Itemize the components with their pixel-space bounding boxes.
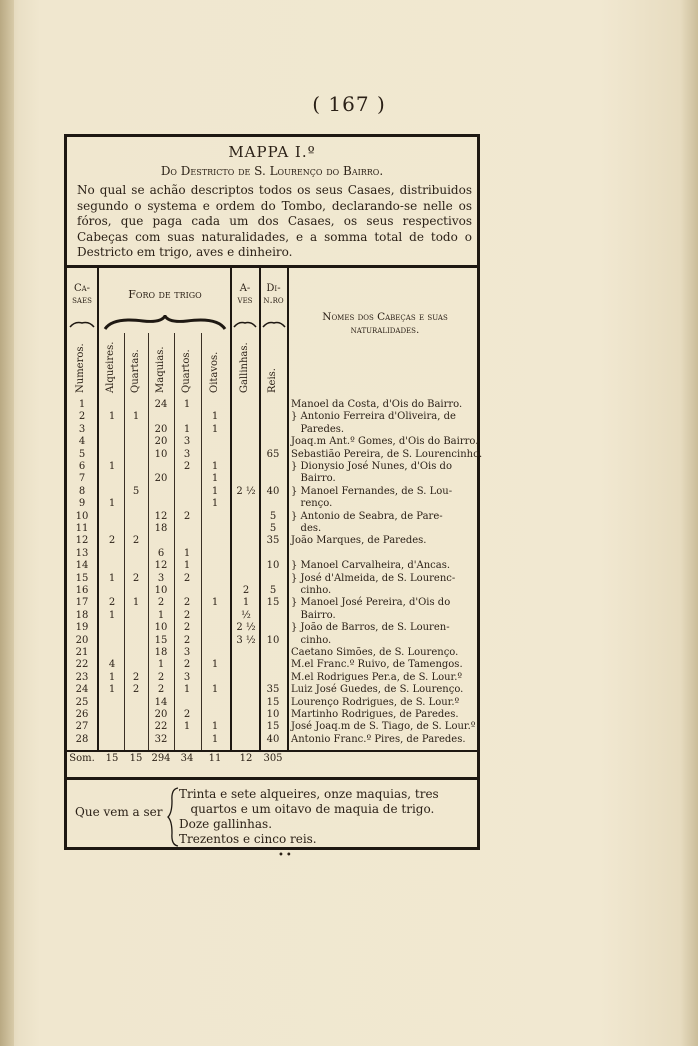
table-cell-qua: 2 [132, 684, 140, 696]
table-cell-qua: 5 [132, 485, 140, 497]
table-cell-rei: 15 [266, 721, 280, 733]
table-cell-n: 6 [78, 461, 86, 472]
table-row [67, 436, 477, 449]
header-nomes: Nomes dos Cabeças e suas naturalidades. [322, 311, 448, 336]
table-cell-maq: 20 [154, 423, 168, 435]
table-cell-oit: 1 [211, 498, 219, 510]
table-cell-oit: 1 [211, 659, 219, 671]
header-maquias: Maquias. [155, 346, 166, 393]
table-cell-qto: 3 [183, 647, 191, 658]
sum-quartos: 34 [180, 753, 194, 764]
table-cell-qto: 3 [183, 671, 191, 683]
table-row [67, 473, 477, 486]
table-row [67, 498, 477, 511]
table-cell-maq: 32 [154, 733, 168, 745]
header-reis: Reis. [267, 368, 278, 393]
table-cell-qto: 1 [183, 547, 191, 559]
table-cell-nome: Joaq.m Ant.º Gomes, d'Ois do Bairro. [291, 436, 479, 448]
table-cell-rei: 5 [269, 523, 277, 534]
table-cell-nome: M.el Rodrigues Per.a, de S. Lour.º [291, 671, 463, 683]
table-cell-n: 1 [78, 399, 86, 410]
table-cell-oit: 1 [211, 411, 219, 423]
table-row [67, 511, 477, 524]
sum-label: Som. [69, 753, 95, 764]
table-row [67, 647, 477, 660]
table-cell-nome: M.el Franc.º Ruivo, de Tamengos. [291, 659, 463, 671]
table-cell-oit: 1 [211, 597, 219, 609]
foro-brace-icon [103, 315, 227, 331]
table-cell-gal: 2 ½ [236, 485, 256, 497]
table-cell-alq: 1 [108, 684, 116, 696]
table-cell-qto: 2 [183, 461, 191, 472]
table-cell-n: 4 [78, 436, 86, 448]
page-spine-shadow [0, 0, 14, 1046]
table-cell-qto: 2 [183, 659, 191, 671]
table-cell-nome: } Dionysio José Nunes, d'Ois do [291, 461, 452, 472]
footer-brace-icon [167, 787, 179, 847]
table-cell-qto: 1 [183, 560, 191, 572]
table-cell-rei: 15 [266, 597, 280, 609]
table-cell-nome: Sebastião Pereira, de S. Lourencinho. [291, 448, 483, 460]
table-cell-nome: João Marques, de Paredes. [291, 535, 427, 547]
table-row [67, 697, 477, 710]
table-cell-nome: cinho. [291, 634, 332, 646]
table-cell-n: 3 [78, 423, 86, 435]
table-cell-nome: renço. [291, 498, 333, 510]
table-cell-qto: 2 [183, 597, 191, 609]
table-cell-n: 22 [75, 659, 89, 671]
table-cell-alq: 1 [108, 461, 116, 472]
table-cell-maq: 6 [157, 547, 165, 559]
table-cell-gal: 3 ½ [236, 634, 256, 646]
table-cell-rei: 10 [266, 560, 280, 572]
table-cell-qto: 3 [183, 448, 191, 460]
sum-alqueires: 15 [105, 753, 119, 764]
table-cell-oit: 1 [211, 733, 219, 745]
table-row [67, 560, 477, 573]
table-cell-nome: } João de Barros, de S. Louren- [291, 622, 450, 634]
table-row [67, 672, 477, 685]
table-cell-nome: Caetano Simões, de S. Lourenço. [291, 647, 459, 658]
table-cell-maq: 20 [154, 436, 168, 448]
table-cell-n: 2 [78, 411, 86, 423]
header-foro-de-trigo: Foro de trigo [128, 288, 202, 301]
table-cell-qto: 2 [183, 572, 191, 584]
table-cell-maq: 10 [154, 585, 168, 596]
table-cell-maq: 1 [157, 659, 165, 671]
sum-divider [67, 750, 477, 752]
table-cell-nome: Bairro. [291, 473, 336, 485]
table-cell-maq: 20 [154, 709, 168, 720]
table-cell-nome: Manoel da Costa, d'Ois do Bairro. [291, 399, 463, 410]
mappa-subtitle: Do Destricto de S. Lourenço do Bairro. [160, 164, 384, 178]
table-cell-rei: 35 [266, 684, 280, 696]
table-cell-nome: Martinho Rodrigues, de Paredes. [291, 709, 459, 720]
table-cell-qto: 1 [183, 721, 191, 733]
mappa-table-frame [64, 134, 483, 850]
table-cell-maq: 18 [154, 647, 168, 658]
table-cell-alq: 2 [108, 535, 116, 547]
table-cell-qto: 2 [183, 634, 191, 646]
footer-divider [67, 777, 477, 780]
sum-oitavos: 11 [208, 753, 222, 764]
casaes-brace-icon [69, 319, 95, 329]
footer-line: quartos e um oitavo de maquia de trigo. [179, 802, 435, 816]
mappa-title: MAPPA I.º [228, 143, 316, 161]
header-oitavos: Oitavos. [209, 351, 220, 393]
sum-gallinhas: 12 [239, 753, 253, 764]
table-cell-rei: 10 [266, 709, 280, 720]
footer-line: Trinta e sete alqueires, onze maquias, tres [179, 787, 439, 801]
table-cell-qua: 2 [132, 535, 140, 547]
table-cell-alq: 1 [108, 671, 116, 683]
table-cell-alq: 1 [108, 609, 116, 621]
table-cell-n: 24 [75, 684, 89, 696]
table-row [67, 461, 477, 474]
table-row [67, 659, 477, 672]
table-cell-maq: 15 [154, 634, 168, 646]
table-cell-n: 16 [75, 585, 89, 596]
footer-line: Doze gallinhas. [179, 817, 273, 831]
sum-quartas: 15 [129, 753, 143, 764]
table-cell-nome: } Manoel José Pereira, d'Ois do [291, 597, 451, 609]
table-cell-n: 26 [75, 709, 89, 720]
table-cell-rei: 5 [269, 510, 277, 522]
table-cell-gal: 2 ½ [236, 622, 256, 634]
dinheiro-brace-icon [262, 319, 286, 329]
table-cell-oit: 1 [211, 485, 219, 497]
table-row [67, 486, 477, 499]
table-cell-qua: 1 [132, 597, 140, 609]
table-cell-maq: 1 [157, 609, 165, 621]
table-cell-n: 20 [75, 634, 89, 646]
table-cell-n: 17 [75, 597, 89, 609]
table-heading [67, 137, 477, 265]
table-cell-alq: 2 [108, 597, 116, 609]
header-alqueires: Alqueires. [105, 341, 116, 393]
table-cell-n: 5 [78, 448, 86, 460]
table-cell-n: 21 [75, 647, 89, 658]
table-cell-maq: 22 [154, 721, 168, 733]
header-aves: A- ves [237, 283, 253, 306]
header-gallinhas: Gallinhas. [239, 342, 250, 393]
table-cell-maq: 10 [154, 448, 168, 460]
table-row [67, 573, 477, 586]
table-cell-n: 10 [75, 510, 89, 522]
bottom-mark: •• [278, 850, 294, 861]
header-casaes: Ca- saes [72, 283, 92, 306]
table-cell-n: 8 [78, 485, 86, 497]
table-cell-nome: Antonio Franc.º Pires, de Paredes. [291, 733, 466, 745]
mappa-description: No qual se achão descriptos todos os seus Casaes, distribuidos segundo o systema e ordem do Tombo, declarando-se nelle os fóros, que paga cada um dos Casaes, os seus respectivos Cabeças com suas naturalidades, e a somma total de todo o Destricto em trigo, aves e dinheiro. [77, 183, 472, 259]
header-dinheiro: Di- n.ro [263, 283, 284, 306]
table-cell-qto: 1 [183, 423, 191, 435]
table-cell-qto: 3 [183, 436, 191, 448]
table-cell-n: 7 [78, 473, 86, 485]
table-row [67, 424, 477, 437]
table-cell-nome: des. [291, 523, 322, 534]
table-cell-alq: 4 [108, 659, 116, 671]
table-cell-n: 25 [75, 696, 89, 708]
heading-divider [67, 265, 477, 268]
table-cell-maq: 2 [157, 684, 165, 696]
footer-label: Que vem a ser [75, 805, 163, 819]
table-cell-qto: 2 [183, 510, 191, 522]
table-cell-nome: } José d'Almeida, de S. Lourenc- [291, 572, 456, 584]
table-cell-nome: Lourenço Rodrigues, de S. Lour.º [291, 696, 460, 708]
table-cell-qua: 2 [132, 671, 140, 683]
table-cell-n: 28 [75, 733, 89, 745]
table-cell-nome: } Manoel Carvalheira, d'Ancas. [291, 560, 451, 572]
table-cell-qua: 1 [132, 411, 140, 423]
table-cell-n: 13 [75, 547, 89, 559]
table-cell-alq: 1 [108, 572, 116, 584]
table-cell-maq: 3 [157, 572, 165, 584]
table-cell-qto: 2 [183, 622, 191, 634]
sum-maquias: 294 [151, 753, 171, 764]
aves-brace-icon [233, 319, 257, 329]
table-cell-maq: 18 [154, 523, 168, 534]
table-row [67, 709, 477, 722]
table-cell-nome: } Antonio Ferreira d'Oliveira, de [291, 411, 456, 423]
table-cell-qto: 1 [183, 399, 191, 410]
table-cell-nome: Paredes. [291, 423, 345, 435]
table-cell-gal: 2 [242, 585, 250, 596]
table-row [67, 597, 477, 610]
footer-lines [179, 787, 475, 847]
table-row [67, 399, 477, 412]
table-cell-rei: 40 [266, 733, 280, 745]
table-cell-oit: 1 [211, 473, 219, 485]
header-numeros: Numeros. [75, 343, 86, 393]
table-cell-nome: Luiz José Guedes, de S. Lourenço. [291, 684, 464, 696]
table-cell-nome: } Antonio de Seabra, de Pare- [291, 510, 443, 522]
table-cell-oit: 1 [211, 721, 219, 733]
table-cell-n: 23 [75, 671, 89, 683]
table-cell-n: 18 [75, 609, 89, 621]
table-cell-oit: 1 [211, 423, 219, 435]
table-cell-qto: 2 [183, 609, 191, 621]
page-number: ( 167 ) [312, 92, 386, 116]
table-cell-gal: ½ [241, 609, 251, 621]
table-row [67, 684, 477, 697]
table-cell-maq: 2 [157, 671, 165, 683]
footer-line: Trezentos e cinco reis. [179, 832, 317, 846]
table-row [67, 622, 477, 635]
table-cell-maq: 24 [154, 399, 168, 410]
table-cell-rei: 35 [266, 535, 280, 547]
table-cell-n: 15 [75, 572, 89, 584]
table-row [67, 734, 477, 747]
table-cell-oit: 1 [211, 684, 219, 696]
table-cell-n: 11 [75, 523, 89, 534]
table-row [67, 635, 477, 648]
footer-summary [67, 783, 477, 847]
table-cell-alq: 1 [108, 411, 116, 423]
header-quartos: Quartos. [181, 349, 192, 393]
table-row [67, 721, 477, 734]
table-cell-maq: 12 [154, 510, 168, 522]
table-cell-alq: 1 [108, 498, 116, 510]
table-cell-nome: Bairro. [291, 609, 336, 621]
table-cell-qto: 2 [183, 709, 191, 720]
table-row [67, 411, 477, 424]
table-cell-qto: 1 [183, 684, 191, 696]
table-cell-rei: 5 [269, 585, 277, 596]
table-cell-nome: cinho. [291, 585, 332, 596]
table-cell-maq: 14 [154, 696, 168, 708]
header-quartas: Quartas. [130, 349, 141, 393]
table-cell-n: 27 [75, 721, 89, 733]
table-cell-maq: 2 [157, 597, 165, 609]
table-cell-maq: 10 [154, 622, 168, 634]
table-cell-rei: 40 [266, 485, 280, 497]
table-cell-nome: } Manoel Fernandes, de S. Lou- [291, 485, 453, 497]
table-cell-rei: 65 [266, 448, 280, 460]
table-cell-qua: 2 [132, 572, 140, 584]
table-row [67, 523, 477, 536]
table-cell-n: 12 [75, 535, 89, 547]
table-cell-oit: 1 [211, 461, 219, 472]
table-row [67, 585, 477, 598]
table-cell-gal: 1 [242, 597, 250, 609]
table-cell-maq: 20 [154, 473, 168, 485]
sum-reis: 305 [263, 753, 283, 764]
table-cell-n: 9 [78, 498, 86, 510]
table-cell-rei: 15 [266, 696, 280, 708]
table-cell-n: 19 [75, 622, 89, 634]
table-row [67, 610, 477, 623]
table-cell-maq: 12 [154, 560, 168, 572]
table-row [67, 448, 483, 462]
table-row [67, 535, 477, 548]
table-cell-rei: 10 [266, 634, 280, 646]
table-row [67, 548, 477, 561]
table-cell-n: 14 [75, 560, 89, 572]
table-cell-nome: José Joaq.m de S. Tiago, de S. Lour.º [291, 721, 476, 733]
